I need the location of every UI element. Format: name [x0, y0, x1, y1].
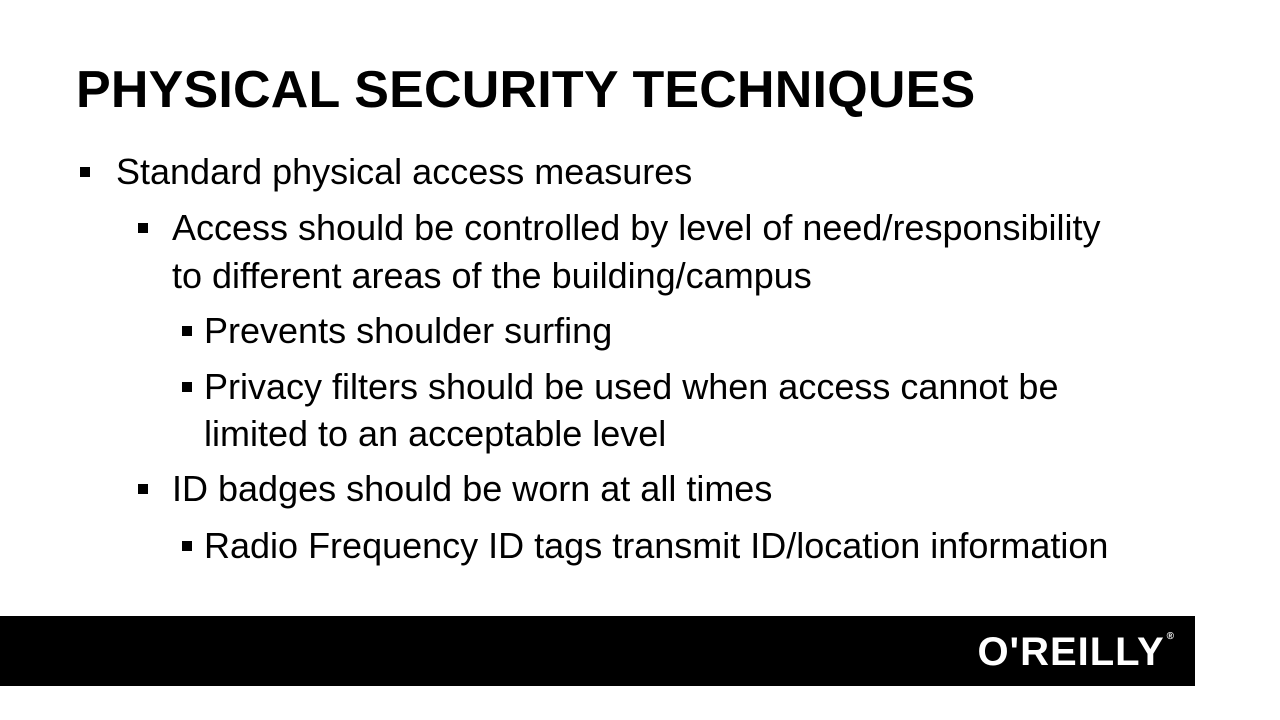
bullet-level3-rfid-tags: [204, 522, 1108, 570]
bullet-text: to different areas of the building/campus: [172, 255, 812, 296]
bullet-text: Standard physical access measures: [116, 151, 693, 192]
bullet-level3-privacy-filters: [204, 363, 1058, 411]
bullet-text: Privacy filters should be used when access cannot be: [204, 366, 1059, 407]
bullet-level2-id-badges: [172, 465, 772, 513]
bullet-level2-access-control-continuation: [172, 252, 812, 300]
square-bullet-icon: [138, 484, 148, 494]
registered-mark: ®: [1166, 631, 1175, 642]
square-bullet-icon: [138, 223, 148, 233]
footer-bar: [0, 616, 1195, 686]
bullet-text: Access should be controlled by level of need/responsibility: [172, 207, 1101, 248]
square-bullet-icon: [80, 167, 90, 177]
square-bullet-icon: [182, 382, 192, 392]
oreilly-logo: [977, 630, 1175, 674]
bullet-text: Prevents shoulder surfing: [204, 310, 613, 351]
square-bullet-icon: [182, 541, 192, 551]
bullet-level3-shoulder-surfing: [204, 307, 612, 355]
square-bullet-icon: [182, 326, 192, 336]
logo-text: O'REILLY: [977, 630, 1165, 674]
bullet-text: Radio Frequency ID tags transmit ID/location information: [204, 525, 1109, 566]
bullet-text: ID badges should be worn at all times: [172, 468, 773, 509]
bullet-level3-privacy-filters-continuation: [204, 410, 666, 458]
slide-title: PHYSICAL SECURITY TECHNIQUES: [76, 61, 976, 119]
bullet-level2-access-control: [172, 204, 1101, 252]
bullet-text: limited to an acceptable level: [204, 413, 667, 454]
bullet-level1-access-measures: [116, 148, 692, 196]
